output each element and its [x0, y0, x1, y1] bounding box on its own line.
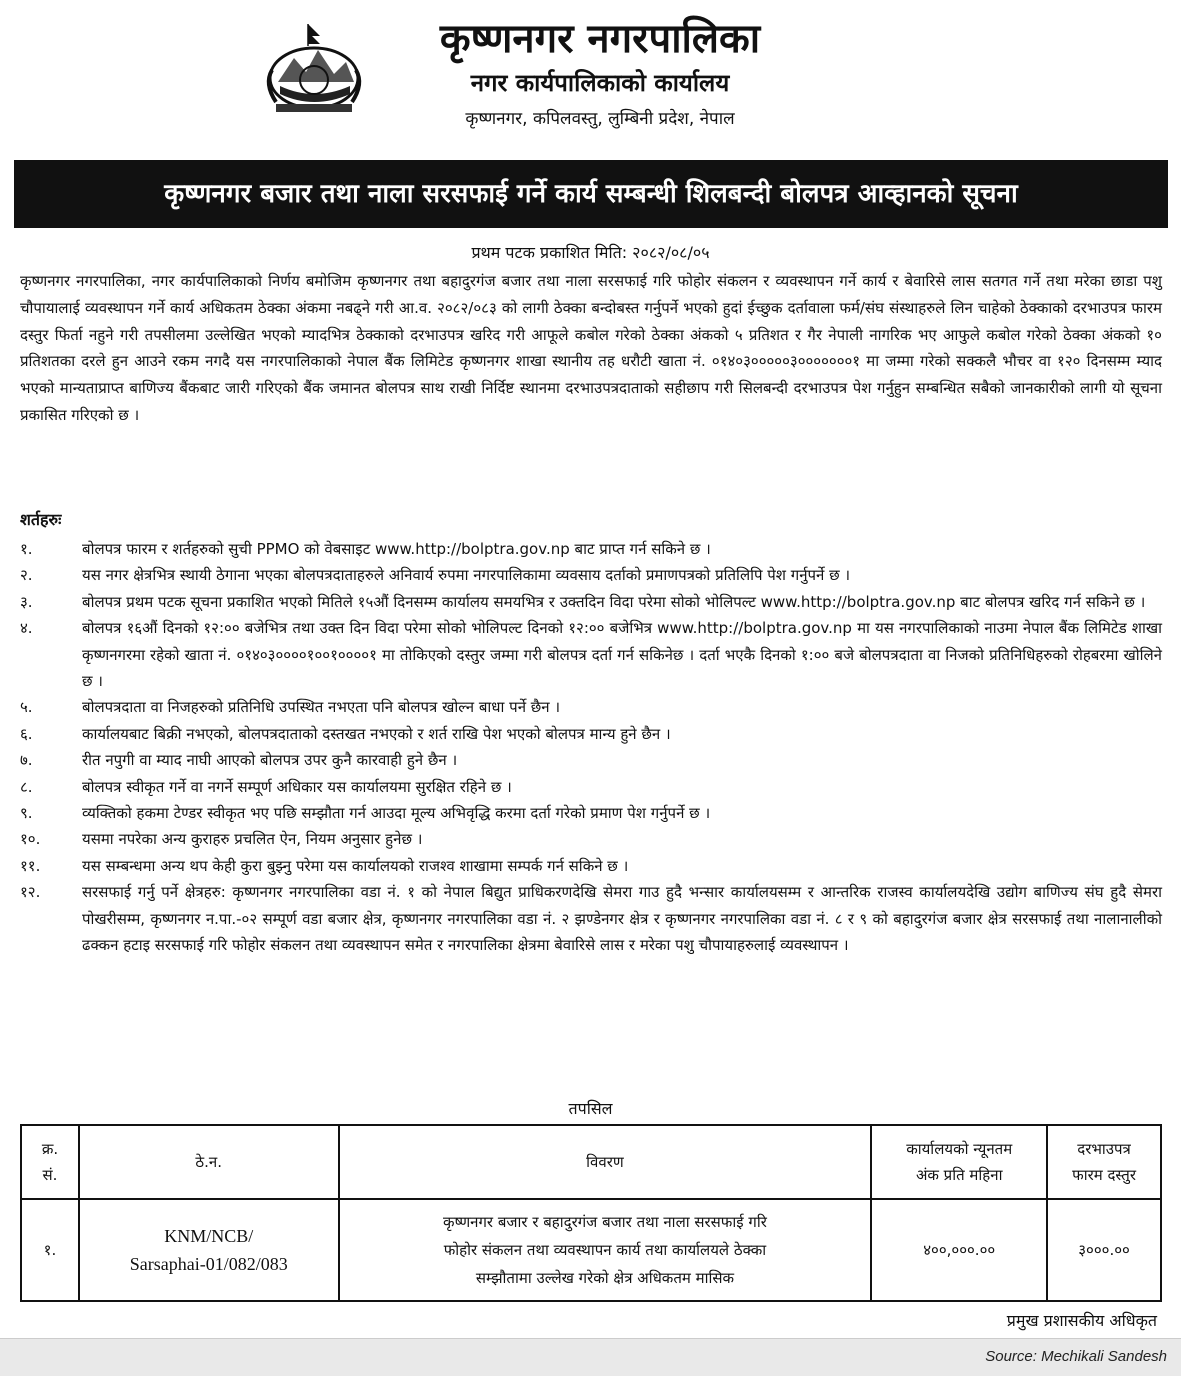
- header-text: फारम दस्तुर: [1072, 1166, 1136, 1184]
- notice-body: कृष्णनगर नगरपालिका, नगर कार्यपालिकाको निर्णय बमोजिम कृष्णनगर तथा बहादुरगंज बजार तथा नाला सरसफाई गरि फोहोर संकलन र व्यवस्थापन गर्ने कार्य र बेवारिसे लास सतगत गर्ने तथा मरेका छाडा पशु चौपायालाई व्यवस्थापन गर्ने कार्य अधिकतम ठेक्का अंकमा नबढ्ने गरी आ.व. २०८२/०८३ को लागी ठेक्का बन्दोबस्त गर्नुपर्ने भएको हुदां ईच्छुक दर्तावाला फर्म/संघ संस्थाहरुले लिन चाहेको ठेक्काको दरभाउपत्र फारम दस्तुर फिर्ता नहुने गरी तपसीलमा उल्लेखित भएको म्यादभित्र ठेक्काको दरभाउपत्र खरिद गरी आफूले कबोल गरेको ठेक्का अंकको ५ प्रतिशत र गैर नेपाली नागरिक भए आफुले कबोल गरेको ठेक्का अंकको १० प्रतिशतका दरले हुन आउने रकम नगदै यस नगरपालिकाको नेपाल बैंक लिमिटेड कृष्णनगर शाखा स्थानीय तह धरौटी खाता नं. ०१४०३०००००३०००००००१ मा जम्मा गरेको सक्कलै भौचर वा १२० दिनसम्म म्याद भएको मान्यताप्राप्त बाणिज्य बैंकबाट जारी गरिएको बैंक जमानत बोलपत्र साथ राखी निर्दिष्ट स्थानमा दरभाउपत्रदाताको सहीछाप गरी सिलबन्दी दरभाउपत्र पेश गर्नुहुन सम्बन्धित सबैको जानकारीको लागी यो सूचना प्रकासित गरिएको छ ।: [20, 272, 1162, 424]
- table-header-row: [21, 1125, 1161, 1199]
- condition-number: १२.: [20, 883, 41, 902]
- condition-text: व्यक्तिको हकमा टेण्डर स्वीकृत भए पछि सम्झौता गर्न आउदा मूल्य अभिवृद्धि करमा दर्ता गरेको प्रमाण पेश गर्नुपर्ने छ ।: [82, 804, 711, 823]
- condition-item: [20, 589, 1162, 615]
- office-name: नगर कार्यपालिकाको कार्यालय: [470, 69, 730, 97]
- header-text: दरभाउपत्र: [1077, 1140, 1131, 1158]
- condition-item: [20, 562, 1162, 588]
- cell-sn: १.: [21, 1199, 79, 1301]
- condition-item: [20, 826, 1162, 852]
- condition-text: सरसफाई गर्नु पर्ने क्षेत्रहरु: कृष्णनगर नगरपालिका वडा नं. १ को नेपाल बिद्युत प्राधिकरणदेखि सेमरा गाउ हुदै भन्सार कार्यालयसम्म र आन्तरिक राजस्व कार्यालयदेखि उद्योग बाणिज्य संघ हुदै सेमरा पोखरीसम्म, कृष्णनगर न.पा.-०२ सम्पूर्ण वडा बजार क्षेत्र, कृष्णनगर नगरपालिका वडा नं. २ झण्डेनगर क्षेत्र र कृष्णनगर नगरपालिका वडा नं. ८ र ९ को बहादुरगंज बजार क्षेत्र सरसफाई तथा नालानालीको ढक्कन हटाइ सरसफाई गरि फोहोर संकलन तथा व्यवस्थापन समेत र नगरपालिका क्षेत्रमा बेवारिसे लास र मरेका पशु चौपायाहरुलाई व्यवस्थापन ।: [82, 883, 1162, 955]
- cell-tender-no: [79, 1199, 339, 1301]
- condition-text: बोलपत्रदाता वा निजहरुको प्रतिनिधि उपस्थित नभएता पनि बोलपत्र खोल्न बाधा पर्ने छैन ।: [82, 698, 561, 717]
- conditions-list: [20, 536, 1162, 959]
- condition-item: [20, 800, 1162, 826]
- cell-text: कृष्णनगर बजार र बहादुरगंज बजार तथा नाला सरसफाई गरि: [442, 1213, 767, 1231]
- condition-number: ५.: [20, 698, 33, 717]
- condition-text: रीत नपुगी वा म्याद नाघी आएको बोलपत्र उपर कुनै कारवाही हुने छैन ।: [82, 751, 458, 770]
- condition-item: [20, 879, 1162, 958]
- header-text: सं.: [42, 1166, 58, 1184]
- condition-number: ३.: [20, 592, 33, 611]
- cell-text: Sarsaphai-01/082/083: [129, 1254, 288, 1274]
- condition-text: बोलपत्र फारम र शर्तहरुको सुची PPMO को वेबसाइट www.http://bolptra.gov.np बाट प्राप्त गर्न सकिने छ ।: [82, 540, 711, 558]
- cell-min-amount: ४००,०००.००: [871, 1199, 1047, 1301]
- condition-text: यस नगर क्षेत्रभित्र स्थायी ठेगाना भएका बोलपत्रदाताहरुले अनिवार्य रुपमा नगरपालिकामा व्यवसाय दर्ताको प्रमाणपत्रको प्रतिलिपि पेश गर्नुपर्ने छ ।: [82, 566, 851, 585]
- office-address: कृष्णनगर, कपिलवस्तु, लुम्बिनी प्रदेश, नेपाल: [465, 109, 735, 129]
- condition-number: २.: [20, 566, 33, 585]
- condition-item: [20, 721, 1162, 747]
- notice-title: कृष्णनगर बजार तथा नाला सरसफाई गर्ने कार्य सम्बन्धी शिलबन्दी बोलपत्र आव्हानको सूचना: [14, 160, 1168, 228]
- condition-number: ९.: [20, 804, 33, 823]
- condition-text: बोलपत्र प्रथम पटक सूचना प्रकाशित भएको मितिले १५औं दिनसम्म कार्यालय समयभित्र र उक्तदिन विदा परेमा सोको भोलिपल्ट www.http://bolptra.gov.np बाट बोलपत्र खरिद गर्न सकिने छ ।: [82, 592, 1146, 611]
- header-text: क्र.: [41, 1140, 59, 1158]
- cell-text: सम्झौतामा उल्लेख गरेको क्षेत्र अधिकतम मासिक: [475, 1269, 735, 1287]
- source-credit: Source: Mechikali Sandesh: [985, 1348, 1167, 1365]
- condition-item: [20, 853, 1162, 879]
- condition-number: ६.: [20, 724, 33, 743]
- nepal-government-emblem-icon: [258, 22, 370, 118]
- condition-item: [20, 536, 1162, 562]
- source-footer: [0, 1338, 1181, 1376]
- condition-number: १०.: [20, 830, 41, 849]
- header: [0, 0, 1181, 150]
- signatory-title: प्रमुख प्रशासकीय अधिकृत: [1006, 1311, 1157, 1330]
- column-header-description: [339, 1125, 872, 1199]
- condition-item: [20, 747, 1162, 773]
- condition-text: बोलपत्र १६औं दिनको १२:०० बजेभित्र तथा उक्त दिन विदा परेमा सोको भोलिपल्ट दिनको १२:०० बजेभित्र www.http://bolptra.gov.np मा यस नगरपालिकाको नाउमा नेपाल बैंक लिमिटेड शाखा कृष्णनगरमा रहेको खाता नं. ०१४०३००००१००१००००१ मा तोकिएको दस्तुर जम्मा गरी बोलपत्र दर्ता गर्न सकिनेछ । दर्ता भएकै दिनको १:०० बजे बोलपत्रदाता वा निजको प्रतिनिधिहरुको रोहबरमा खोलिने छ ।: [82, 619, 1162, 691]
- cell-text: KNM/NCB/: [164, 1226, 254, 1246]
- org-name: कृष्णनगर नगरपालिका: [439, 16, 761, 62]
- column-header-tender-no: [79, 1125, 339, 1199]
- condition-number: ४.: [20, 619, 33, 638]
- header-text: कार्यालयको न्यूनतम: [906, 1140, 1013, 1158]
- cell-text: फोहोर संकलन तथा व्यवस्थापन कार्य तथा कार्यालयले ठेक्का: [443, 1241, 767, 1259]
- schedule-table: [20, 1124, 1162, 1302]
- table-row: [21, 1199, 1161, 1301]
- column-header-min-amount: [871, 1125, 1047, 1199]
- condition-number: ७.: [20, 751, 33, 770]
- column-header-sn: [21, 1125, 79, 1199]
- condition-text: बोलपत्र स्वीकृत गर्ने वा नगर्ने सम्पूर्ण अधिकार यस कार्यालयमा सुरक्षित रहिने छ ।: [82, 777, 512, 796]
- condition-number: १.: [20, 540, 33, 558]
- condition-item: [20, 694, 1162, 720]
- condition-number: ११.: [20, 856, 41, 875]
- condition-item: [20, 774, 1162, 800]
- header-text: ठे.न.: [195, 1153, 222, 1171]
- conditions-heading: शर्तहरुः: [20, 510, 62, 529]
- condition-item: [20, 615, 1162, 694]
- condition-text: यसमा नपरेका अन्य कुराहरु प्रचलित ऐन, नियम अनुसार हुनेछ ।: [82, 830, 423, 849]
- publication-date: प्रथम पटक प्रकाशित मिति: २०८२/०८/०५: [471, 243, 710, 262]
- cell-form-fee: ३०००.००: [1047, 1199, 1161, 1301]
- cell-description: [339, 1199, 872, 1301]
- schedule-label: तपसिल: [568, 1099, 613, 1118]
- column-header-form-fee: [1047, 1125, 1161, 1199]
- condition-number: ८.: [20, 777, 33, 796]
- header-text: विवरण: [586, 1153, 624, 1171]
- condition-text: कार्यालयबाट बिक्री नभएको, बोलपत्रदाताको दस्तखत नभएको र शर्त राखि पेश भएको बोलपत्र मान्य हुने छैन ।: [82, 724, 671, 743]
- header-text: अंक प्रति महिना: [915, 1166, 1003, 1184]
- condition-text: यस सम्बन्धमा अन्य थप केही कुरा बुझ्नु परेमा यस कार्यालयको राजश्व शाखामा सम्पर्क गर्न सकिने छ ।: [82, 856, 629, 875]
